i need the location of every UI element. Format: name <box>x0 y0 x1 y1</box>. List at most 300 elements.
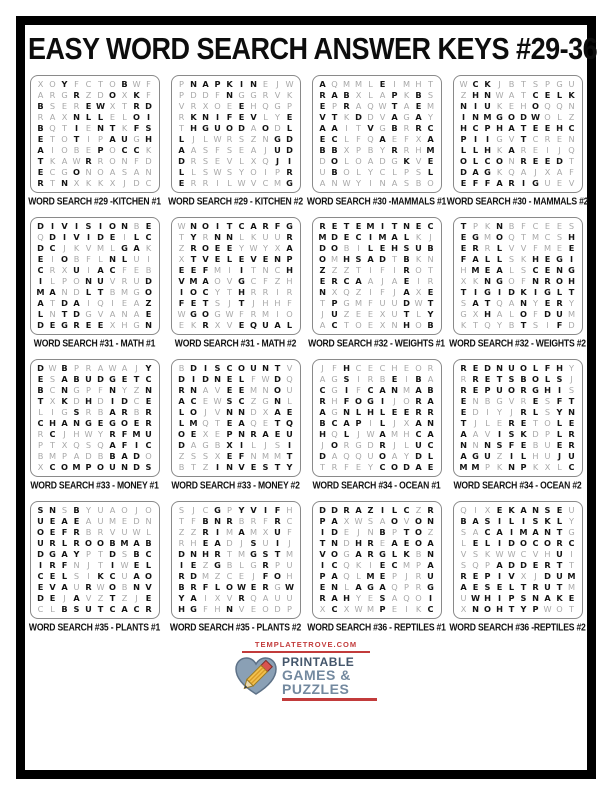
filler-letter: G <box>496 134 503 145</box>
filler-letter: Q <box>250 593 257 604</box>
puzzle-9-box <box>30 359 160 477</box>
answer-letter: L <box>532 363 539 374</box>
answer-letter: F <box>544 363 551 374</box>
filler-letter: I <box>369 265 372 276</box>
filler-letter: L <box>392 167 397 178</box>
filler-letter: G <box>238 90 245 101</box>
filler-letter: V <box>484 429 491 440</box>
filler-letter: A <box>367 156 374 167</box>
answer-letter: E <box>226 451 233 462</box>
answer-letter: E <box>286 407 293 418</box>
answer-letter: A <box>496 527 503 538</box>
filler-letter: R <box>97 156 104 167</box>
filler-letter: O <box>250 167 257 178</box>
filler-letter: O <box>556 604 563 615</box>
answer-letter: D <box>544 571 551 582</box>
answer-letter: I <box>74 221 79 232</box>
answer-letter: C <box>427 123 434 134</box>
answer-letter: O <box>238 363 245 374</box>
answer-letter: L <box>556 516 563 527</box>
answer-letter: G <box>202 123 209 134</box>
logo-line-games: GAMES & <box>282 667 351 684</box>
filler-letter: Q <box>343 287 350 298</box>
answer-letter: L <box>556 90 563 101</box>
answer-letter: A <box>121 451 128 462</box>
answer-letter: F <box>133 123 140 134</box>
filler-letter: T <box>61 123 67 134</box>
answer-letter: U <box>145 429 152 440</box>
filler-letter: F <box>287 298 292 309</box>
answer-letter: O <box>85 538 92 549</box>
filler-letter: R <box>427 363 434 374</box>
filler-letter: A <box>379 90 386 101</box>
filler-letter: U <box>379 298 386 309</box>
answer-letter: D <box>178 549 185 560</box>
puzzle-caption: WORD SEARCH #36 - REPTILES #1 <box>307 621 446 633</box>
answer-letter: B <box>331 145 338 156</box>
filler-letter: T <box>355 265 361 276</box>
answer-letter: B <box>61 604 68 615</box>
answer-letter: C <box>121 145 128 156</box>
answer-letter: C <box>331 560 338 571</box>
filler-letter: A <box>319 178 326 189</box>
answer-letter: H <box>556 363 563 374</box>
answer-letter: O <box>391 462 398 473</box>
filler-letter: O <box>427 178 434 189</box>
answer-letter: E <box>415 221 422 232</box>
puzzle-caption: WORD SEARCH #31 - MATH #1 <box>33 337 156 349</box>
filler-letter: P <box>275 167 280 178</box>
answer-letter: L <box>367 243 374 254</box>
answer-letter: H <box>484 145 491 156</box>
filler-letter: A <box>73 451 80 462</box>
answer-letter: C <box>568 538 575 549</box>
answer-letter: R <box>286 167 293 178</box>
answer-letter: N <box>508 462 515 473</box>
answer-letter: N <box>520 298 527 309</box>
answer-letter: A <box>355 549 362 560</box>
answer-letter: C <box>109 571 116 582</box>
answer-letter: N <box>460 440 467 451</box>
filler-letter: N <box>49 309 56 320</box>
filler-letter: P <box>473 221 478 232</box>
answer-letter: Y <box>61 79 68 90</box>
answer-letter: A <box>37 298 44 309</box>
filler-letter: P <box>287 101 292 112</box>
filler-letter: D <box>367 440 374 451</box>
filler-letter: T <box>568 560 574 571</box>
answer-letter: O <box>262 123 269 134</box>
answer-letter: E <box>37 582 44 593</box>
answer-letter: O <box>226 123 233 134</box>
filler-letter: B <box>415 178 422 189</box>
answer-letter: C <box>331 604 338 615</box>
answer-letter: T <box>520 320 527 331</box>
answer-letter: E <box>226 385 233 396</box>
filler-letter: T <box>178 123 184 134</box>
answer-letter: F <box>484 178 491 189</box>
filler-letter: K <box>121 123 128 134</box>
filler-letter: I <box>405 604 408 615</box>
filler-letter: M <box>366 604 375 615</box>
answer-letter: B <box>319 145 326 156</box>
answer-letter: H <box>496 123 503 134</box>
answer-letter: C <box>568 462 575 473</box>
answer-letter: O <box>556 276 563 287</box>
filler-letter: U <box>544 440 551 451</box>
answer-letter: V <box>73 232 80 243</box>
letter-grid <box>458 363 578 473</box>
answer-letter: D <box>202 374 209 385</box>
answer-letter: N <box>532 593 539 604</box>
filler-letter: Z <box>274 276 281 287</box>
answer-letter: C <box>109 604 116 615</box>
answer-letter: N <box>61 385 68 396</box>
filler-letter: W <box>213 167 222 178</box>
filler-letter: B <box>73 254 80 265</box>
filler-letter: S <box>226 167 233 178</box>
answer-letter: E <box>133 560 140 571</box>
answer-letter: M <box>567 571 576 582</box>
answer-letter: E <box>496 582 503 593</box>
answer-letter: N <box>73 418 80 429</box>
answer-letter: G <box>250 549 257 560</box>
filler-letter: D <box>379 156 386 167</box>
answer-letter: R <box>568 429 575 440</box>
filler-letter: J <box>63 429 66 440</box>
filler-letter: W <box>132 79 141 90</box>
filler-letter: A <box>109 505 116 516</box>
answer-letter: G <box>556 254 563 265</box>
answer-letter: G <box>496 276 503 287</box>
answer-letter: E <box>73 516 80 527</box>
answer-letter: G <box>121 243 128 254</box>
answer-letter: O <box>520 538 527 549</box>
answer-letter: A <box>415 418 422 429</box>
answer-letter: Q <box>250 320 257 331</box>
answer-letter: Y <box>145 363 152 374</box>
answer-letter: R <box>73 320 80 331</box>
filler-letter: N <box>262 385 269 396</box>
filler-letter: R <box>178 538 185 549</box>
answer-letter: H <box>343 363 350 374</box>
answer-letter: O <box>37 527 44 538</box>
answer-letter: R <box>274 516 281 527</box>
filler-letter: X <box>403 418 410 429</box>
answer-letter: B <box>331 167 338 178</box>
answer-letter: D <box>133 451 140 462</box>
filler-letter: T <box>49 178 55 189</box>
filler-letter: W <box>354 604 363 615</box>
answer-letter: B <box>37 385 44 396</box>
filler-letter: E <box>61 101 68 112</box>
answer-letter: F <box>61 527 68 538</box>
answer-letter: F <box>178 298 185 309</box>
filler-letter: W <box>225 309 234 320</box>
answer-letter: I <box>473 287 478 298</box>
answer-letter: G <box>49 549 56 560</box>
answer-letter: V <box>178 276 185 287</box>
answer-letter: E <box>391 374 398 385</box>
answer-letter: R <box>286 232 293 243</box>
answer-letter: E <box>520 440 527 451</box>
filler-letter: P <box>287 604 292 615</box>
puzzle-7-box <box>312 217 442 335</box>
answer-letter: E <box>343 232 350 243</box>
answer-letter: B <box>520 374 527 385</box>
filler-letter: E <box>496 418 503 429</box>
filler-letter: Y <box>238 243 244 254</box>
answer-letter: H <box>532 254 539 265</box>
filler-letter: U <box>568 505 575 516</box>
filler-letter: G <box>73 385 80 396</box>
answer-letter: N <box>472 112 479 123</box>
filler-letter: J <box>87 560 90 571</box>
answer-letter: R <box>367 549 374 560</box>
answer-letter: A <box>190 593 197 604</box>
filler-letter: U <box>319 167 326 178</box>
filler-letter: N <box>145 516 152 527</box>
filler-letter: N <box>508 156 515 167</box>
filler-letter: A <box>520 167 527 178</box>
answer-letter: L <box>178 167 185 178</box>
filler-letter: N <box>262 265 269 276</box>
answer-letter: A <box>460 429 467 440</box>
answer-letter: L <box>379 418 386 429</box>
filler-letter: X <box>214 593 221 604</box>
letter-grid <box>458 505 578 615</box>
answer-letter: A <box>355 505 362 516</box>
answer-letter: V <box>250 112 257 123</box>
answer-letter: O <box>274 571 281 582</box>
filler-letter: O <box>145 505 152 516</box>
answer-letter: E <box>520 418 527 429</box>
answer-letter: I <box>146 112 151 123</box>
answer-letter: D <box>145 101 152 112</box>
answer-letter: A <box>331 123 338 134</box>
filler-letter: F <box>122 265 127 276</box>
answer-letter: U <box>556 571 563 582</box>
filler-letter: Q <box>343 571 350 582</box>
answer-letter: C <box>472 79 479 90</box>
filler-letter: J <box>123 178 126 189</box>
answer-letter: W <box>470 593 481 604</box>
answer-letter: L <box>532 407 539 418</box>
filler-letter: Z <box>427 527 434 538</box>
letter-grid <box>35 505 155 615</box>
answer-letter: A <box>331 516 338 527</box>
answer-letter: D <box>178 440 185 451</box>
answer-letter: A <box>472 298 479 309</box>
puzzle-caption: WORD SEARCH #34 - OCEAN #2 <box>453 479 582 491</box>
heart-pencil-logo-icon <box>235 656 277 701</box>
filler-letter: Q <box>460 505 467 516</box>
filler-letter: M <box>567 582 576 593</box>
answer-letter: Z <box>145 298 152 309</box>
answer-letter: I <box>191 374 196 385</box>
answer-letter: D <box>331 527 338 538</box>
filler-letter: G <box>355 440 362 451</box>
answer-letter: A <box>238 527 245 538</box>
answer-letter: E <box>319 101 326 112</box>
filler-letter: Z <box>343 309 350 320</box>
filler-letter: U <box>460 593 467 604</box>
filler-letter: A <box>250 145 257 156</box>
filler-letter: X <box>544 462 551 473</box>
answer-letter: H <box>568 276 575 287</box>
answer-letter: U <box>37 538 44 549</box>
filler-letter: S <box>214 298 221 309</box>
filler-letter: T <box>520 90 526 101</box>
letter-grid <box>35 221 155 331</box>
answer-letter: N <box>214 232 221 243</box>
filler-letter: I <box>87 571 90 582</box>
answer-letter: R <box>250 429 257 440</box>
filler-letter: X <box>343 604 350 615</box>
filler-letter: J <box>135 505 138 516</box>
answer-letter: R <box>544 276 551 287</box>
answer-letter: A <box>355 276 362 287</box>
filler-letter: P <box>74 363 79 374</box>
answer-letter: C <box>319 385 326 396</box>
answer-letter: O <box>355 396 362 407</box>
answer-letter: D <box>460 167 467 178</box>
answer-letter: G <box>472 232 479 243</box>
filler-letter: A <box>250 123 257 134</box>
answer-letter: U <box>109 462 116 473</box>
answer-letter: O <box>145 287 152 298</box>
filler-letter: J <box>570 374 573 385</box>
filler-letter: F <box>86 254 91 265</box>
puzzle-8-box <box>453 217 583 335</box>
answer-letter: A <box>49 287 56 298</box>
filler-letter: X <box>355 90 362 101</box>
filler-letter: R <box>49 90 56 101</box>
answer-letter: I <box>239 79 244 90</box>
filler-letter: Y <box>403 451 409 462</box>
filler-letter: O <box>73 276 80 287</box>
answer-letter: V <box>61 221 68 232</box>
filler-letter: Z <box>331 265 338 276</box>
answer-letter: E <box>319 276 326 287</box>
answer-letter: U <box>484 451 491 462</box>
answer-letter: F <box>556 320 563 331</box>
answer-letter: C <box>145 232 152 243</box>
filler-letter: X <box>202 101 209 112</box>
answer-letter: B <box>403 254 410 265</box>
answer-letter: P <box>532 604 539 615</box>
filler-letter: Y <box>238 167 244 178</box>
answer-letter: O <box>520 363 527 374</box>
filler-letter: E <box>121 298 128 309</box>
answer-letter: F <box>202 582 209 593</box>
filler-letter: E <box>250 604 257 615</box>
filler-letter: Y <box>568 516 574 527</box>
answer-letter: E <box>331 221 338 232</box>
answer-letter: E <box>178 265 185 276</box>
filler-letter: R <box>460 374 467 385</box>
answer-letter: H <box>484 309 491 320</box>
filler-letter: E <box>214 429 221 440</box>
filler-letter: A <box>427 374 434 385</box>
filler-letter: L <box>50 276 55 287</box>
filler-letter: P <box>404 582 409 593</box>
answer-letter: L <box>460 145 467 156</box>
filler-letter: V <box>109 527 116 538</box>
answer-letter: T <box>520 123 527 134</box>
filler-letter: H <box>460 265 467 276</box>
filler-letter: E <box>121 516 128 527</box>
answer-letter: A <box>379 429 386 440</box>
filler-letter: I <box>87 298 90 309</box>
filler-letter: V <box>379 112 386 123</box>
answer-letter: A <box>379 582 386 593</box>
answer-letter: D <box>97 232 104 243</box>
answer-letter: T <box>568 287 575 298</box>
answer-letter: U <box>508 363 515 374</box>
filler-letter: Z <box>250 396 257 407</box>
filler-letter: E <box>367 363 374 374</box>
filler-letter: J <box>393 396 396 407</box>
filler-letter: X <box>61 112 68 123</box>
answer-letter: F <box>121 440 128 451</box>
filler-letter: L <box>239 232 244 243</box>
answer-letter: C <box>238 396 245 407</box>
filler-letter: C <box>532 134 539 145</box>
answer-letter: R <box>202 320 209 331</box>
answer-letter: C <box>109 265 116 276</box>
filler-letter: L <box>368 79 373 90</box>
answer-letter: H <box>178 604 185 615</box>
filler-letter: X <box>343 516 350 527</box>
answer-letter: D <box>484 363 491 374</box>
answer-letter: R <box>214 549 221 560</box>
filler-letter: E <box>85 145 92 156</box>
filler-letter: F <box>380 265 385 276</box>
answer-letter: L <box>178 134 185 145</box>
answer-letter: Y <box>556 407 563 418</box>
answer-letter: E <box>274 429 281 440</box>
filler-letter: F <box>74 79 79 90</box>
answer-letter: L <box>355 407 362 418</box>
answer-letter: E <box>472 363 479 374</box>
filler-letter: V <box>226 156 233 167</box>
answer-letter: E <box>286 112 293 123</box>
answer-letter: I <box>497 429 502 440</box>
filler-letter: K <box>532 462 539 473</box>
filler-letter: Q <box>508 232 515 243</box>
filler-letter: K <box>190 320 197 331</box>
answer-letter: H <box>319 429 326 440</box>
answer-letter: A <box>460 451 467 462</box>
filler-letter: B <box>508 320 515 331</box>
filler-letter: T <box>319 462 325 473</box>
filler-letter: T <box>250 265 256 276</box>
answer-letter: T <box>226 221 233 232</box>
filler-letter: D <box>226 538 233 549</box>
answer-letter: T <box>97 287 104 298</box>
answer-letter: U <box>37 516 44 527</box>
answer-letter: E <box>544 298 551 309</box>
filler-letter: R <box>121 276 128 287</box>
answer-letter: L <box>484 538 491 549</box>
answer-letter: S <box>214 363 221 374</box>
answer-letter: I <box>239 440 244 451</box>
answer-letter: E <box>544 254 551 265</box>
filler-letter: K <box>496 167 503 178</box>
filler-letter: Q <box>343 451 350 462</box>
answer-letter: O <box>121 418 128 429</box>
